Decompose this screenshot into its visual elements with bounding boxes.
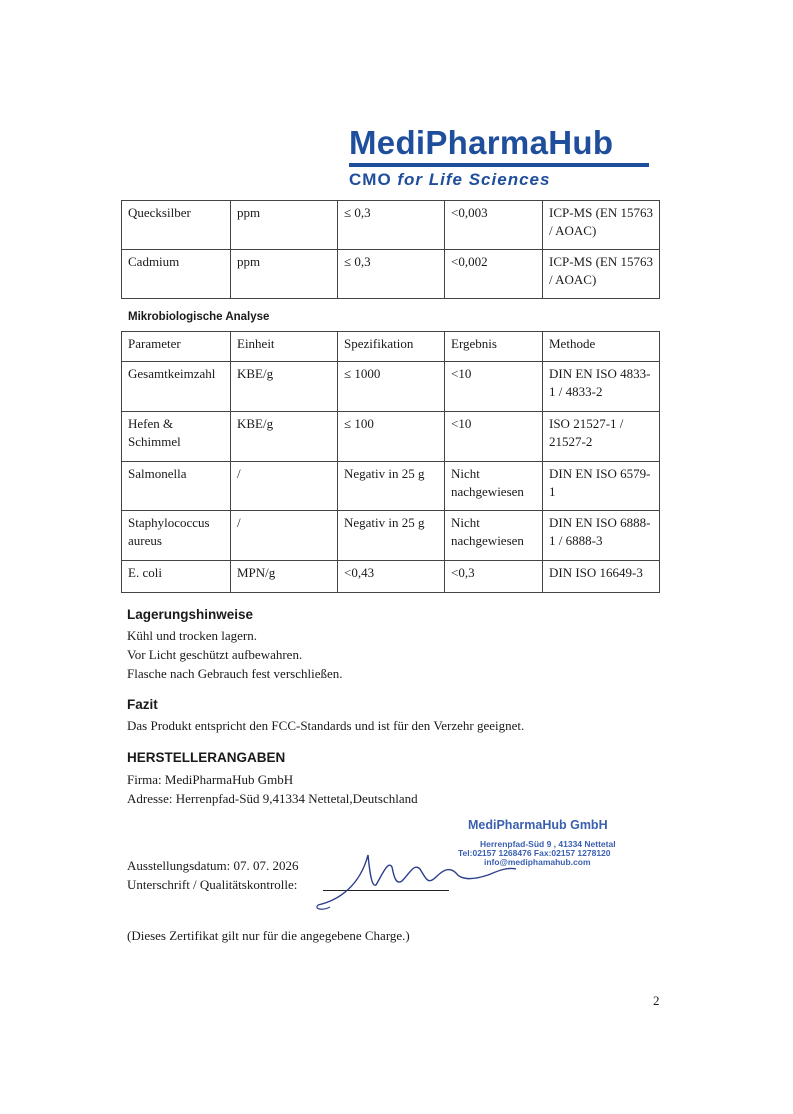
table-cell: <10	[445, 412, 543, 462]
table-cell: KBE/g	[231, 362, 338, 412]
table-cell: /	[231, 462, 338, 511]
table-cell: <0,3	[445, 561, 543, 593]
stamp-phone: Tel:02157 1268476 Fax:02157 1278120	[458, 848, 611, 858]
storage-heading: Lagerungshinweise	[127, 607, 254, 622]
table-cell: Cadmium	[122, 250, 231, 299]
storage-line: Kühl und trocken lagern.	[127, 628, 257, 643]
table-cell: ISO 21527-1 / 21527-2	[543, 412, 660, 462]
table-header-cell: Einheit	[231, 332, 338, 362]
table-cell: Salmonella	[122, 462, 231, 511]
table-row	[122, 362, 660, 412]
table-cell: DIN ISO 16649-3	[543, 561, 660, 593]
conclusion-heading: Fazit	[127, 697, 158, 712]
table-cell: ≤ 0,3	[338, 250, 445, 299]
validity-note: (Dieses Zertifikat gilt nur für die angegebene Charge.)	[127, 928, 410, 943]
table-row	[122, 511, 660, 561]
table-cell: ppm	[231, 201, 338, 250]
table-row	[122, 250, 660, 299]
table-header-cell: Parameter	[122, 332, 231, 362]
table-cell: Staphylococcus aureus	[122, 511, 231, 561]
table-cell: /	[231, 511, 338, 561]
table-cell: KBE/g	[231, 412, 338, 462]
manufacturer-address: Adresse: Herrenpfad-Süd 9,41334 Nettetal,Deutschland	[127, 791, 418, 806]
table-cell: DIN EN ISO 6888-1 / 6888-3	[543, 511, 660, 561]
table-row	[122, 412, 660, 462]
table-cell: ppm	[231, 250, 338, 299]
stamp-address: Herrenpfad-Süd 9 , 41334 Nettetal	[480, 839, 616, 849]
logo-name: MediPharmaHub	[349, 124, 614, 161]
logo-underline	[349, 163, 649, 167]
table-cell: MPN/g	[231, 561, 338, 593]
page-number: 2	[653, 993, 660, 1008]
issue-date: Ausstellungsdatum: 07. 07. 2026	[127, 858, 299, 873]
manufacturer-company: Firma: MediPharmaHub GmbH	[127, 772, 294, 787]
table-cell: ≤ 0,3	[338, 201, 445, 250]
stamp-email: info@mediphamahub.com	[484, 857, 591, 867]
table-cell: ICP-MS (EN 15763 / AOAC)	[543, 250, 660, 299]
table-cell: Hefen & Schimmel	[122, 412, 231, 462]
table-cell: <0,43	[338, 561, 445, 593]
logo-tagline-main: CMO	[349, 170, 398, 189]
storage-line: Flasche nach Gebrauch fest verschließen.	[127, 666, 343, 681]
table-cell: <0,003	[445, 201, 543, 250]
table-cell: ICP-MS (EN 15763 / AOAC)	[543, 201, 660, 250]
storage-line: Vor Licht geschützt aufbewahren.	[127, 647, 303, 662]
table-cell: Gesamtkeimzahl	[122, 362, 231, 412]
table-cell: Nicht nachgewiesen	[445, 462, 543, 511]
table-header-cell: Spezifikation	[338, 332, 445, 362]
table-cell: ≤ 1000	[338, 362, 445, 412]
table-cell: DIN EN ISO 4833-1 / 4833-2	[543, 362, 660, 412]
table-cell: <10	[445, 362, 543, 412]
table-cell: DIN EN ISO 6579-1	[543, 462, 660, 511]
stamp-company-name: MediPharmaHub GmbH	[468, 818, 608, 832]
conclusion-text: Das Produkt entspricht den FCC-Standards und ist für den Verzehr geeignet.	[127, 718, 525, 733]
micro-section-title: Mikrobiologische Analyse	[128, 311, 270, 323]
table-row	[122, 462, 660, 511]
table-cell: Negativ in 25 g	[338, 511, 445, 561]
table-cell: E. coli	[122, 561, 231, 593]
company-logo	[349, 124, 649, 190]
table-header-row	[122, 332, 660, 362]
table-cell: <0,002	[445, 250, 543, 299]
signature-label: Unterschrift / Qualitätskontrolle:	[127, 877, 298, 892]
table-header-cell: Methode	[543, 332, 660, 362]
logo-tagline	[349, 170, 649, 190]
handwritten-signature	[310, 845, 530, 915]
table-cell: Nicht nachgewiesen	[445, 511, 543, 561]
table-cell: Negativ in 25 g	[338, 462, 445, 511]
table-cell: ≤ 100	[338, 412, 445, 462]
heavy-metals-table	[121, 200, 660, 299]
logo-tagline-italic: for Life Sciences	[397, 170, 551, 189]
microbiology-table	[121, 331, 660, 593]
manufacturer-heading: HERSTELLERANGABEN	[127, 750, 286, 765]
table-header-cell: Ergebnis	[445, 332, 543, 362]
table-row	[122, 561, 660, 593]
table-row	[122, 201, 660, 250]
table-cell: Quecksilber	[122, 201, 231, 250]
